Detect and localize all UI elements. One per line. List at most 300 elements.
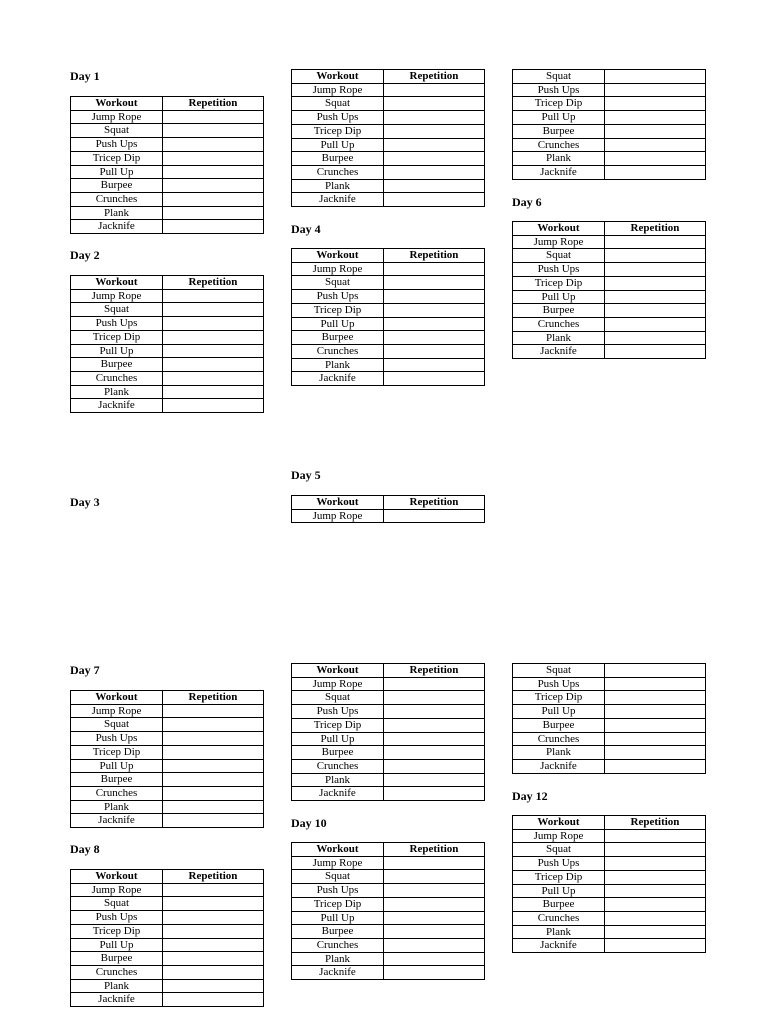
table-row — [513, 691, 706, 705]
repetition-cell — [163, 759, 264, 773]
repetition-cell — [163, 110, 264, 124]
table-row — [71, 344, 264, 358]
table-row — [513, 718, 706, 732]
table-row — [71, 399, 264, 413]
table-row — [513, 97, 706, 111]
table-header-row — [292, 70, 485, 84]
repetition-cell — [163, 151, 264, 165]
table-row — [513, 925, 706, 939]
repetition-cell — [384, 276, 485, 290]
exercise-name: Jump Rope — [292, 83, 384, 97]
table-row — [513, 857, 706, 871]
exercise-name: Jump Rope — [292, 856, 384, 870]
table-row — [292, 276, 485, 290]
exercise-name: Burpee — [292, 746, 384, 760]
repetition-cell — [163, 965, 264, 979]
table-row — [71, 317, 264, 331]
repetition-cell — [384, 165, 485, 179]
repetition-cell — [163, 385, 264, 399]
table-row — [513, 870, 706, 884]
workout-header: Workout — [71, 97, 163, 111]
workout-table — [70, 690, 264, 828]
exercise-name: Plank — [292, 952, 384, 966]
table-row — [71, 938, 264, 952]
exercise-name: Jump Rope — [71, 883, 163, 897]
repetition-cell — [605, 249, 706, 263]
table-row — [71, 718, 264, 732]
workout-header: Workout — [71, 870, 163, 884]
table-row — [71, 371, 264, 385]
table-row — [71, 897, 264, 911]
table-row — [292, 966, 485, 980]
repetition-cell — [605, 290, 706, 304]
repetition-cell — [605, 345, 706, 359]
repetition-cell — [605, 331, 706, 345]
table-header-row — [71, 97, 264, 111]
exercise-name: Squat — [292, 276, 384, 290]
table-row — [71, 179, 264, 193]
exercise-name: Crunches — [71, 192, 163, 206]
repetition-cell — [605, 829, 706, 843]
table-row — [292, 124, 485, 138]
exercise-name: Squat — [513, 249, 605, 263]
table-row — [292, 938, 485, 952]
workout-header: Workout — [513, 222, 605, 236]
table-row — [71, 330, 264, 344]
repetition-cell — [605, 83, 706, 97]
exercise-name: Jump Rope — [71, 110, 163, 124]
exercise-name: Crunches — [71, 786, 163, 800]
repetition-cell — [384, 124, 485, 138]
table-row — [292, 165, 485, 179]
exercise-name: Squat — [71, 718, 163, 732]
repetition-cell — [605, 97, 706, 111]
table-row — [513, 165, 706, 179]
repetition-cell — [384, 317, 485, 331]
exercise-name: Burpee — [71, 358, 163, 372]
repetition-header: Repetition — [384, 664, 485, 678]
exercise-name: Squat — [292, 870, 384, 884]
table-row — [71, 786, 264, 800]
exercise-name: Burpee — [292, 925, 384, 939]
exercise-name: Plank — [513, 746, 605, 760]
exercise-name: Pull Up — [292, 911, 384, 925]
repetition-cell — [605, 884, 706, 898]
exercise-name: Jacknife — [513, 939, 605, 953]
table-row — [513, 70, 706, 84]
exercise-name: Tricep Dip — [292, 124, 384, 138]
repetition-cell — [384, 884, 485, 898]
table-row — [71, 192, 264, 206]
table-row — [292, 358, 485, 372]
repetition-cell — [605, 691, 706, 705]
repetition-cell — [163, 220, 264, 234]
repetition-cell — [384, 759, 485, 773]
day-label: Day 4 — [291, 222, 321, 236]
table-row — [71, 303, 264, 317]
table-row — [71, 385, 264, 399]
table-row — [71, 979, 264, 993]
exercise-name: Burpee — [513, 124, 605, 138]
table-header-row — [513, 222, 706, 236]
repetition-header: Repetition — [605, 816, 706, 830]
repetition-cell — [163, 911, 264, 925]
repetition-header: Repetition — [384, 249, 485, 263]
workout-header: Workout — [292, 843, 384, 857]
table-row — [513, 152, 706, 166]
table-row — [513, 263, 706, 277]
workout-header: Workout — [292, 664, 384, 678]
exercise-name: Burpee — [513, 304, 605, 318]
table-row — [513, 249, 706, 263]
repetition-cell — [384, 718, 485, 732]
exercise-name: Plank — [71, 800, 163, 814]
repetition-cell — [605, 911, 706, 925]
exercise-name: Squat — [71, 897, 163, 911]
table-row — [513, 276, 706, 290]
table-row — [71, 124, 264, 138]
repetition-cell — [163, 330, 264, 344]
exercise-name: Pull Up — [71, 165, 163, 179]
repetition-header: Repetition — [163, 691, 264, 705]
repetition-cell — [384, 925, 485, 939]
repetition-cell — [605, 898, 706, 912]
repetition-cell — [605, 304, 706, 318]
exercise-name: Squat — [71, 303, 163, 317]
workout-table — [291, 495, 485, 523]
exercise-name: Burpee — [513, 898, 605, 912]
table-row — [71, 965, 264, 979]
exercise-name: Pull Up — [513, 884, 605, 898]
exercise-name: Plank — [513, 925, 605, 939]
repetition-cell — [384, 290, 485, 304]
day-label: Day 12 — [512, 789, 548, 803]
table-row — [513, 304, 706, 318]
exercise-name: Squat — [71, 124, 163, 138]
repetition-cell — [384, 331, 485, 345]
exercise-name: Crunches — [292, 165, 384, 179]
repetition-cell — [384, 83, 485, 97]
exercise-name: Tricep Dip — [71, 924, 163, 938]
workout-table — [512, 663, 706, 774]
table-row — [292, 290, 485, 304]
exercise-name: Crunches — [513, 138, 605, 152]
repetition-cell — [605, 746, 706, 760]
table-row — [513, 124, 706, 138]
repetition-header: Repetition — [384, 496, 485, 510]
workout-header: Workout — [71, 691, 163, 705]
exercise-name: Burpee — [292, 331, 384, 345]
exercise-name: Jump Rope — [292, 677, 384, 691]
day-label: Day 1 — [70, 69, 100, 83]
exercise-name: Plank — [513, 152, 605, 166]
table-row — [71, 745, 264, 759]
table-row — [292, 732, 485, 746]
exercise-name: Jacknife — [292, 966, 384, 980]
repetition-cell — [163, 179, 264, 193]
repetition-cell — [384, 856, 485, 870]
repetition-cell — [163, 371, 264, 385]
table-row — [71, 993, 264, 1007]
repetition-cell — [163, 800, 264, 814]
repetition-cell — [384, 179, 485, 193]
exercise-name: Push Ups — [513, 677, 605, 691]
table-row — [292, 97, 485, 111]
repetition-cell — [605, 165, 706, 179]
exercise-name: Tricep Dip — [513, 691, 605, 705]
repetition-cell — [163, 938, 264, 952]
table-row — [292, 317, 485, 331]
repetition-cell — [163, 165, 264, 179]
table-row — [71, 289, 264, 303]
table-row — [292, 773, 485, 787]
table-row — [292, 193, 485, 207]
exercise-name: Burpee — [71, 952, 163, 966]
exercise-name: Jump Rope — [292, 509, 384, 523]
exercise-name: Jacknife — [292, 193, 384, 207]
repetition-cell — [163, 732, 264, 746]
repetition-cell — [163, 883, 264, 897]
exercise-name: Squat — [292, 691, 384, 705]
exercise-name: Squat — [513, 664, 605, 678]
repetition-cell — [384, 677, 485, 691]
repetition-cell — [384, 897, 485, 911]
table-row — [292, 677, 485, 691]
table-row — [292, 303, 485, 317]
workout-header: Workout — [71, 276, 163, 290]
repetition-cell — [163, 745, 264, 759]
day-label: Day 5 — [291, 468, 321, 482]
repetition-cell — [384, 97, 485, 111]
exercise-name: Tricep Dip — [292, 718, 384, 732]
repetition-cell — [384, 705, 485, 719]
table-row — [71, 773, 264, 787]
table-row — [513, 705, 706, 719]
table-row — [71, 924, 264, 938]
repetition-cell — [384, 691, 485, 705]
exercise-name: Jacknife — [513, 165, 605, 179]
exercise-name: Crunches — [292, 938, 384, 952]
repetition-header: Repetition — [605, 222, 706, 236]
workout-header: Workout — [513, 816, 605, 830]
repetition-cell — [163, 289, 264, 303]
table-row — [513, 911, 706, 925]
exercise-name: Jump Rope — [513, 235, 605, 249]
table-row — [292, 509, 485, 523]
repetition-header: Repetition — [384, 70, 485, 84]
exercise-name: Jump Rope — [71, 704, 163, 718]
day-label: Day 10 — [291, 816, 327, 830]
exercise-name: Crunches — [292, 759, 384, 773]
table-row — [292, 897, 485, 911]
table-row — [292, 884, 485, 898]
exercise-name: Crunches — [513, 317, 605, 331]
exercise-name: Tricep Dip — [71, 151, 163, 165]
repetition-cell — [384, 193, 485, 207]
repetition-cell — [163, 718, 264, 732]
workout-table — [291, 248, 485, 386]
repetition-cell — [163, 138, 264, 152]
table-row — [71, 704, 264, 718]
exercise-name: Tricep Dip — [292, 303, 384, 317]
exercise-name: Crunches — [292, 344, 384, 358]
table-row — [292, 856, 485, 870]
workout-table — [512, 221, 706, 359]
table-row — [71, 151, 264, 165]
repetition-cell — [605, 718, 706, 732]
repetition-header: Repetition — [163, 870, 264, 884]
day-label: Day 8 — [70, 842, 100, 856]
exercise-name: Plank — [513, 331, 605, 345]
table-row — [513, 829, 706, 843]
repetition-cell — [163, 897, 264, 911]
table-row — [71, 732, 264, 746]
exercise-name: Plank — [71, 385, 163, 399]
exercise-name: Burpee — [292, 152, 384, 166]
repetition-cell — [163, 192, 264, 206]
table-header-row — [513, 816, 706, 830]
exercise-name: Plank — [292, 358, 384, 372]
table-row — [513, 884, 706, 898]
table-row — [71, 800, 264, 814]
table-row — [292, 925, 485, 939]
exercise-name: Jacknife — [292, 372, 384, 386]
workout-table — [512, 815, 706, 953]
repetition-cell — [384, 952, 485, 966]
repetition-cell — [605, 111, 706, 125]
table-row — [513, 898, 706, 912]
repetition-cell — [605, 317, 706, 331]
table-row — [71, 165, 264, 179]
repetition-cell — [605, 138, 706, 152]
repetition-cell — [605, 857, 706, 871]
table-row — [292, 83, 485, 97]
workout-table — [291, 842, 485, 980]
repetition-header: Repetition — [384, 843, 485, 857]
repetition-cell — [163, 399, 264, 413]
table-row — [71, 358, 264, 372]
repetition-cell — [163, 773, 264, 787]
repetition-cell — [605, 70, 706, 84]
table-row — [513, 746, 706, 760]
workout-header: Workout — [292, 70, 384, 84]
exercise-name: Jacknife — [292, 787, 384, 801]
repetition-cell — [384, 787, 485, 801]
table-row — [71, 911, 264, 925]
exercise-name: Plank — [71, 979, 163, 993]
repetition-cell — [163, 358, 264, 372]
repetition-cell — [163, 206, 264, 220]
exercise-name: Push Ups — [292, 290, 384, 304]
exercise-name: Jacknife — [71, 399, 163, 413]
table-row — [71, 220, 264, 234]
table-row — [513, 290, 706, 304]
exercise-name: Pull Up — [513, 290, 605, 304]
exercise-name: Pull Up — [513, 705, 605, 719]
repetition-cell — [384, 870, 485, 884]
workout-table — [291, 663, 485, 801]
exercise-name: Push Ups — [292, 111, 384, 125]
repetition-cell — [384, 372, 485, 386]
table-row — [71, 110, 264, 124]
repetition-header: Repetition — [163, 276, 264, 290]
exercise-name: Pull Up — [513, 111, 605, 125]
repetition-cell — [605, 235, 706, 249]
repetition-cell — [605, 263, 706, 277]
repetition-cell — [163, 344, 264, 358]
table-row — [513, 677, 706, 691]
workout-table — [70, 96, 264, 234]
repetition-cell — [384, 911, 485, 925]
exercise-name: Jump Rope — [292, 262, 384, 276]
repetition-cell — [163, 303, 264, 317]
exercise-name: Crunches — [513, 732, 605, 746]
repetition-cell — [384, 773, 485, 787]
repetition-cell — [384, 509, 485, 523]
exercise-name: Jacknife — [71, 220, 163, 234]
exercise-name: Crunches — [71, 371, 163, 385]
exercise-name: Burpee — [71, 773, 163, 787]
repetition-cell — [384, 358, 485, 372]
table-header-row — [292, 843, 485, 857]
repetition-cell — [384, 152, 485, 166]
table-row — [292, 787, 485, 801]
exercise-name: Push Ups — [71, 317, 163, 331]
repetition-cell — [384, 303, 485, 317]
repetition-cell — [163, 786, 264, 800]
table-row — [292, 111, 485, 125]
exercise-name: Tricep Dip — [513, 276, 605, 290]
table-row — [292, 152, 485, 166]
repetition-cell — [605, 843, 706, 857]
table-row — [292, 179, 485, 193]
repetition-cell — [384, 746, 485, 760]
table-row — [292, 718, 485, 732]
table-row — [513, 664, 706, 678]
table-row — [513, 331, 706, 345]
table-header-row — [71, 276, 264, 290]
exercise-name: Plank — [71, 206, 163, 220]
exercise-name: Tricep Dip — [71, 745, 163, 759]
exercise-name: Pull Up — [292, 138, 384, 152]
repetition-cell — [605, 939, 706, 953]
table-row — [292, 344, 485, 358]
table-row — [513, 759, 706, 773]
exercise-name: Push Ups — [71, 138, 163, 152]
exercise-name: Tricep Dip — [292, 897, 384, 911]
exercise-name: Tricep Dip — [513, 870, 605, 884]
table-row — [292, 138, 485, 152]
workout-header: Workout — [292, 496, 384, 510]
day-label: Day 3 — [70, 495, 100, 509]
table-row — [292, 952, 485, 966]
exercise-name: Push Ups — [71, 911, 163, 925]
repetition-cell — [163, 124, 264, 138]
exercise-name: Burpee — [71, 179, 163, 193]
repetition-cell — [384, 262, 485, 276]
repetition-cell — [605, 759, 706, 773]
exercise-name: Pull Up — [71, 938, 163, 952]
exercise-name: Push Ups — [513, 83, 605, 97]
repetition-cell — [163, 924, 264, 938]
repetition-cell — [163, 952, 264, 966]
exercise-name: Pull Up — [292, 732, 384, 746]
exercise-name: Push Ups — [292, 884, 384, 898]
exercise-name: Tricep Dip — [513, 97, 605, 111]
repetition-cell — [605, 870, 706, 884]
repetition-cell — [605, 664, 706, 678]
workout-table — [291, 69, 485, 207]
